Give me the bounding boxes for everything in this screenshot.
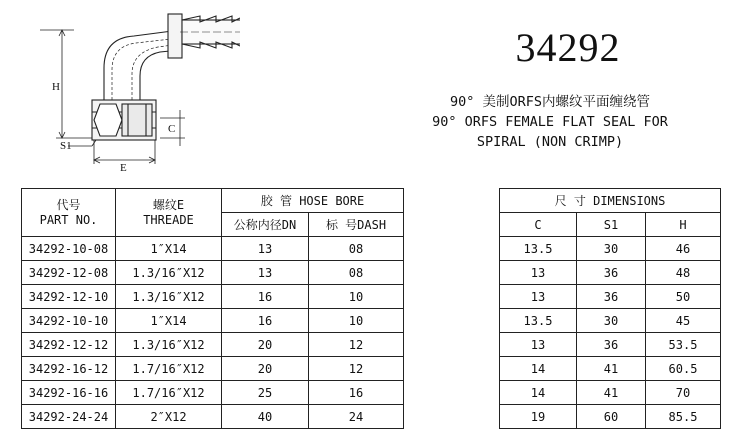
cell-s1: 41 — [577, 357, 646, 381]
cell-c: 13 — [500, 333, 577, 357]
table-row — [22, 381, 721, 405]
table-row — [22, 285, 721, 309]
header-c: C — [500, 213, 577, 237]
table-row — [22, 357, 721, 381]
cell-dash: 24 — [309, 405, 404, 429]
cell-part: 34292-16-16 — [22, 381, 116, 405]
cell-dash: 08 — [309, 237, 404, 261]
gap-cell — [404, 285, 500, 309]
dim-label-c: C — [168, 123, 176, 135]
cell-s1: 36 — [577, 333, 646, 357]
cell-part: 34292-12-10 — [22, 285, 116, 309]
cell-s1: 30 — [577, 237, 646, 261]
cell-dash: 08 — [309, 261, 404, 285]
cell-h: 53.5 — [646, 333, 721, 357]
header-s1: S1 — [577, 213, 646, 237]
cell-s1: 30 — [577, 309, 646, 333]
cell-thread: 1″X14 — [116, 309, 222, 333]
fitting-drawing — [0, 0, 240, 180]
cell-dash: 10 — [309, 309, 404, 333]
cell-part: 34292-12-12 — [22, 333, 116, 357]
gap-cell — [404, 309, 500, 333]
dim-label-e: E — [120, 162, 127, 174]
dim-label-h: H — [52, 81, 60, 93]
header-dimensions: 尺 寸 DIMENSIONS — [500, 189, 721, 213]
header-hose-bore: 胶 管 HOSE BORE — [222, 189, 404, 213]
cell-h: 85.5 — [646, 405, 721, 429]
cell-s1: 36 — [577, 261, 646, 285]
table-row — [22, 309, 721, 333]
cell-c: 14 — [500, 381, 577, 405]
cell-thread: 2″X12 — [116, 405, 222, 429]
gap-cell — [404, 357, 500, 381]
title-line-cn: 90° 美制ORFS内螺纹平面缠绕管 — [449, 94, 651, 110]
cell-thread: 1.7/16″X12 — [116, 357, 222, 381]
cell-part: 34292-12-08 — [22, 261, 116, 285]
spec-table — [21, 188, 721, 429]
table-row — [22, 405, 721, 429]
cell-c: 19 — [500, 405, 577, 429]
cell-c: 13 — [500, 261, 577, 285]
cell-h: 45 — [646, 309, 721, 333]
header-dash: 标 号DASH — [309, 213, 404, 237]
part-number: 34292 — [515, 25, 621, 70]
header-part: 代号 PART NO. — [22, 189, 116, 237]
gap-cell — [404, 405, 500, 429]
cell-dash: 16 — [309, 381, 404, 405]
cell-h: 60.5 — [646, 357, 721, 381]
cell-h: 50 — [646, 285, 721, 309]
cell-c: 13 — [500, 285, 577, 309]
title-line-en-2: SPIRAL (NON CRIMP) — [476, 134, 624, 150]
cell-h: 46 — [646, 237, 721, 261]
dim-label-s1: S1 — [60, 140, 72, 152]
cell-c: 13.5 — [500, 237, 577, 261]
gap-cell — [404, 261, 500, 285]
table-row — [22, 261, 721, 285]
table-row — [22, 333, 721, 357]
header-dn: 公称内径DN — [222, 213, 309, 237]
cell-dash: 10 — [309, 285, 404, 309]
product-title — [380, 92, 720, 152]
cell-dn: 40 — [222, 405, 309, 429]
cell-c: 14 — [500, 357, 577, 381]
header-h: H — [646, 213, 721, 237]
gap-cell — [404, 237, 500, 261]
table-row — [22, 237, 721, 261]
cell-dn: 16 — [222, 285, 309, 309]
cell-thread: 1.3/16″X12 — [116, 261, 222, 285]
cell-thread: 1.3/16″X12 — [116, 333, 222, 357]
cell-s1: 36 — [577, 285, 646, 309]
cell-part: 34292-10-08 — [22, 237, 116, 261]
title-line-en-1: 90° ORFS FEMALE FLAT SEAL FOR — [432, 114, 668, 130]
cell-thread: 1″X14 — [116, 237, 222, 261]
cell-s1: 60 — [577, 405, 646, 429]
cell-dn: 13 — [222, 237, 309, 261]
cell-dn: 25 — [222, 381, 309, 405]
cell-dn: 20 — [222, 333, 309, 357]
cell-h: 70 — [646, 381, 721, 405]
cell-part: 34292-24-24 — [22, 405, 116, 429]
cell-thread: 1.3/16″X12 — [116, 285, 222, 309]
header-thread: 螺纹E THREADE — [116, 189, 222, 237]
cell-dash: 12 — [309, 333, 404, 357]
gap-cell — [404, 333, 500, 357]
cell-c: 13.5 — [500, 309, 577, 333]
cell-dn: 13 — [222, 261, 309, 285]
cell-s1: 41 — [577, 381, 646, 405]
cell-part: 34292-16-12 — [22, 357, 116, 381]
header-gap — [404, 189, 500, 237]
gap-cell — [404, 381, 500, 405]
cell-dn: 20 — [222, 357, 309, 381]
cell-dn: 16 — [222, 309, 309, 333]
cell-h: 48 — [646, 261, 721, 285]
cell-part: 34292-10-10 — [22, 309, 116, 333]
cell-dash: 12 — [309, 357, 404, 381]
cell-thread: 1.7/16″X12 — [116, 381, 222, 405]
